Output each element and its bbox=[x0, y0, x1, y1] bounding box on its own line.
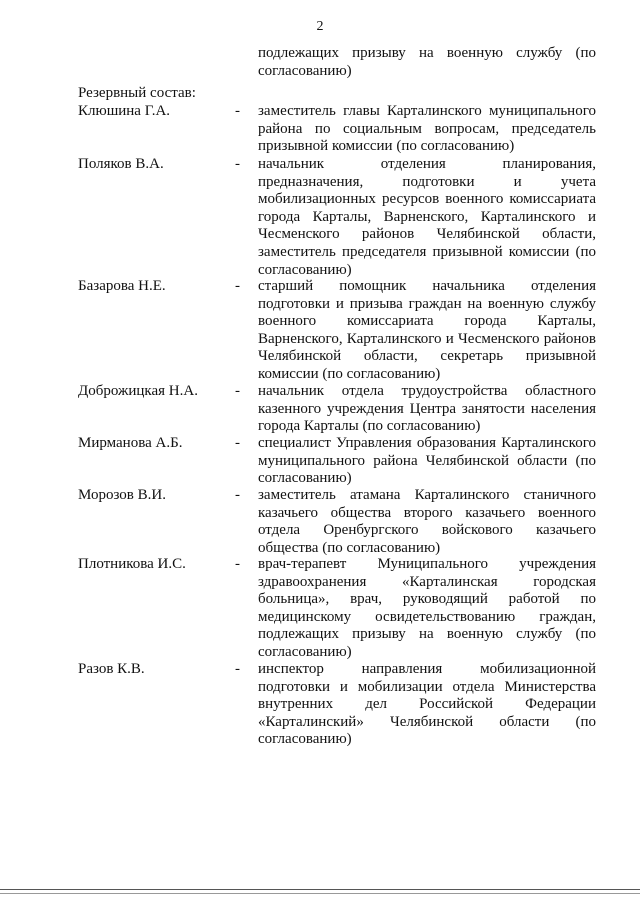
dash-separator: - bbox=[235, 556, 240, 572]
member-description: заместитель главы Карталинского муниципального района по социальным вопросам, председатель призывной комиссии (по согласованию) bbox=[258, 103, 596, 155]
member-name: Клюшина Г.А. bbox=[78, 103, 171, 119]
member-name: Доброжицкая Н.А. bbox=[78, 383, 198, 399]
continuation-text: подлежащих призыву на военную службу (по согласованию) bbox=[258, 45, 596, 79]
member-description: инспектор направления мобилизационной подготовки и мобилизации отдела Министерства внутренних дел Российской Федерации «Карталинский» Челябинской области (по согласованию) bbox=[258, 661, 596, 748]
member-name: Мирманова А.Б. bbox=[78, 435, 183, 451]
member-description: врач-терапевт Муниципального учреждения здравоохранения «Карталинская городская больница», врач, руководящий работой по медицинскому освидетельствованию граждан, подлежащих призыву на военную службу (по согласованию) bbox=[258, 556, 596, 660]
footer-divider bbox=[0, 893, 640, 894]
member-name: Плотникова И.С. bbox=[78, 556, 186, 572]
member-description: старший помощник начальника отделения подготовки и призыва граждан на военную службу военного комиссариата города Карталы, Варненского, Карталинского и Чесменского районов Челябинской области, секретарь призывной комиссии (по согласованию) bbox=[258, 278, 596, 382]
member-description: специалист Управления образования Карталинского муниципального района Челябинской области (по согласованию) bbox=[258, 435, 596, 487]
member-description: начальник отделения планирования, предназначения, подготовки и учета мобилизационных ресурсов военного комиссариата города Карталы, Варненского, Карталинского и Чесменского районов Челябинской области, заместитель председателя призывной комиссии (по согласованию) bbox=[258, 156, 596, 278]
dash-separator: - bbox=[235, 383, 240, 399]
dash-separator: - bbox=[235, 661, 240, 677]
member-name: Разов К.В. bbox=[78, 661, 145, 677]
dash-separator: - bbox=[235, 103, 240, 119]
dash-separator: - bbox=[235, 156, 240, 172]
footer-divider bbox=[0, 889, 640, 890]
member-name: Морозов В.И. bbox=[78, 487, 166, 503]
page-number: 2 bbox=[316, 19, 324, 34]
member-description: начальник отдела трудоустройства областного казенного учреждения Центра занятости населения города Карталы (по согласованию) bbox=[258, 383, 596, 435]
dash-separator: - bbox=[235, 278, 240, 294]
member-name: Поляков В.А. bbox=[78, 156, 164, 172]
dash-separator: - bbox=[235, 487, 240, 503]
dash-separator: - bbox=[235, 435, 240, 451]
member-name: Базарова Н.Е. bbox=[78, 278, 166, 294]
section-label: Резервный состав: bbox=[78, 85, 196, 101]
member-description: заместитель атамана Карталинского станичного казачьего общества второго казачьего военного отдела Оренбургского войскового казачьего общества (по согласованию) bbox=[258, 487, 596, 556]
